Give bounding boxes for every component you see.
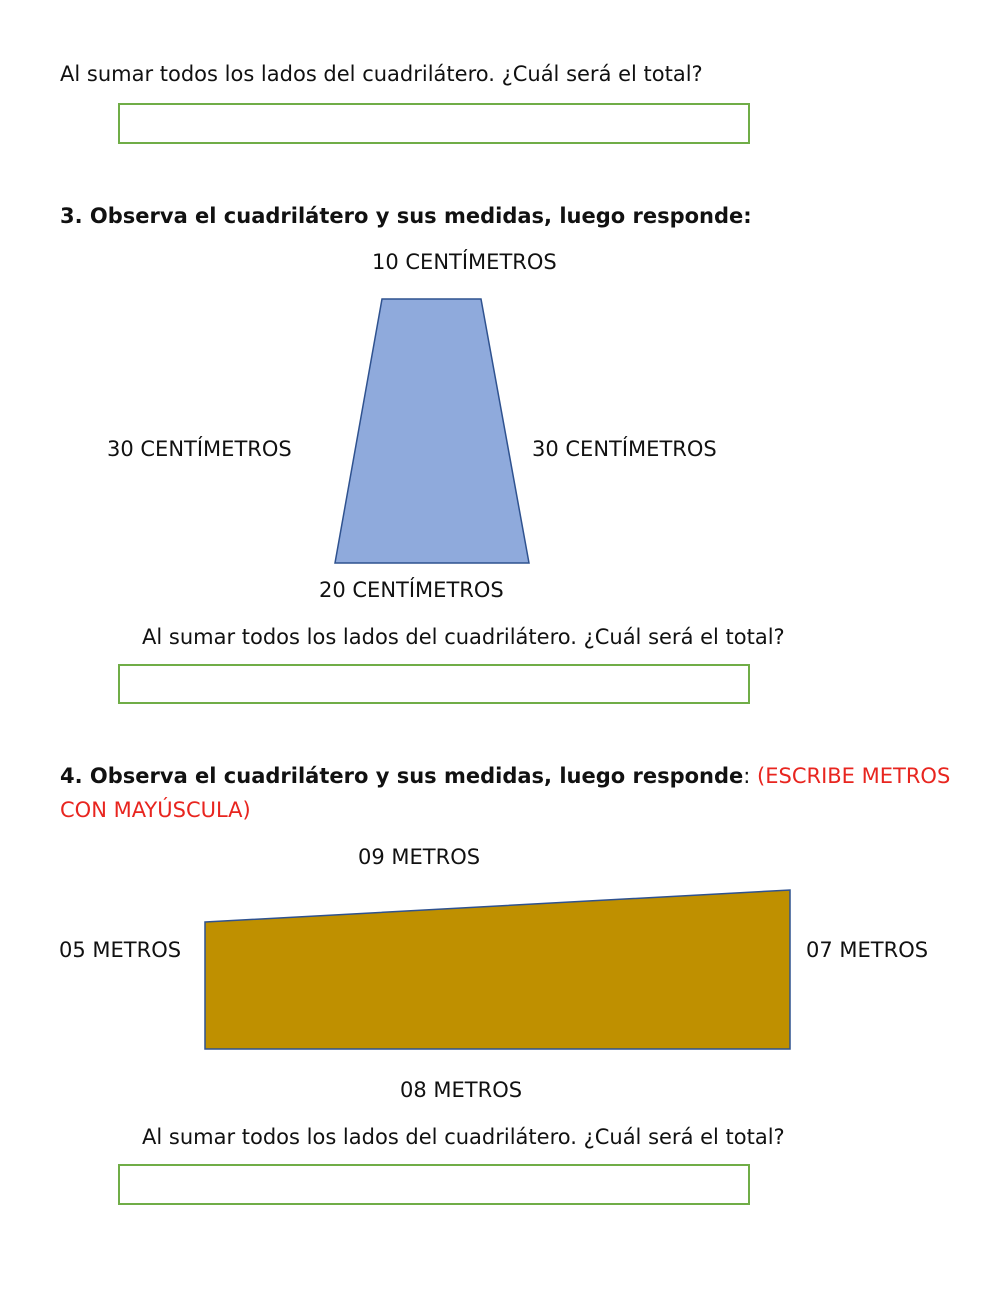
heading-section-3: 3. Observa el cuadrilátero y sus medidas, luego responde:: [60, 204, 752, 228]
answer-input-section-3[interactable]: [118, 664, 750, 704]
answer-input-section-4[interactable]: [118, 1164, 750, 1205]
question-section-4: Al sumar todos los lados del cuadrilátero. ¿Cuál será el total?: [142, 1125, 785, 1149]
trapezoid-top-label: 10 CENTÍMETROS: [372, 250, 557, 274]
quadrilateral-right-label: 07 METROS: [806, 938, 929, 962]
quadrilateral-figure: [205, 890, 790, 1049]
trapezoid-right-label: 30 CENTÍMETROS: [532, 437, 717, 461]
trapezoid-left-label: 30 CENTÍMETROS: [107, 437, 292, 461]
question-section-3: Al sumar todos los lados del cuadrilátero. ¿Cuál será el total?: [142, 625, 785, 649]
heading-section-4-colon: :: [743, 764, 751, 788]
heading-section-4-text: 4. Observa el cuadrilátero y sus medidas, luego responde: [60, 764, 744, 788]
uppercase-note-line-2: CON MAYÚSCULA): [60, 798, 251, 822]
quadrilateral-top-label: 09 METROS: [358, 845, 481, 869]
quadrilateral-left-label: 05 METROS: [59, 938, 182, 962]
question-section-2: Al sumar todos los lados del cuadrilátero. ¿Cuál será el total?: [60, 62, 703, 86]
trapezoid-bottom-label: 20 CENTÍMETROS: [319, 578, 504, 602]
quadrilateral-bottom-label: 08 METROS: [400, 1078, 523, 1102]
uppercase-note-line-1: (ESCRIBE METROS: [757, 764, 951, 788]
heading-section-4: [60, 764, 950, 789]
trapezoid-figure: [335, 299, 529, 563]
